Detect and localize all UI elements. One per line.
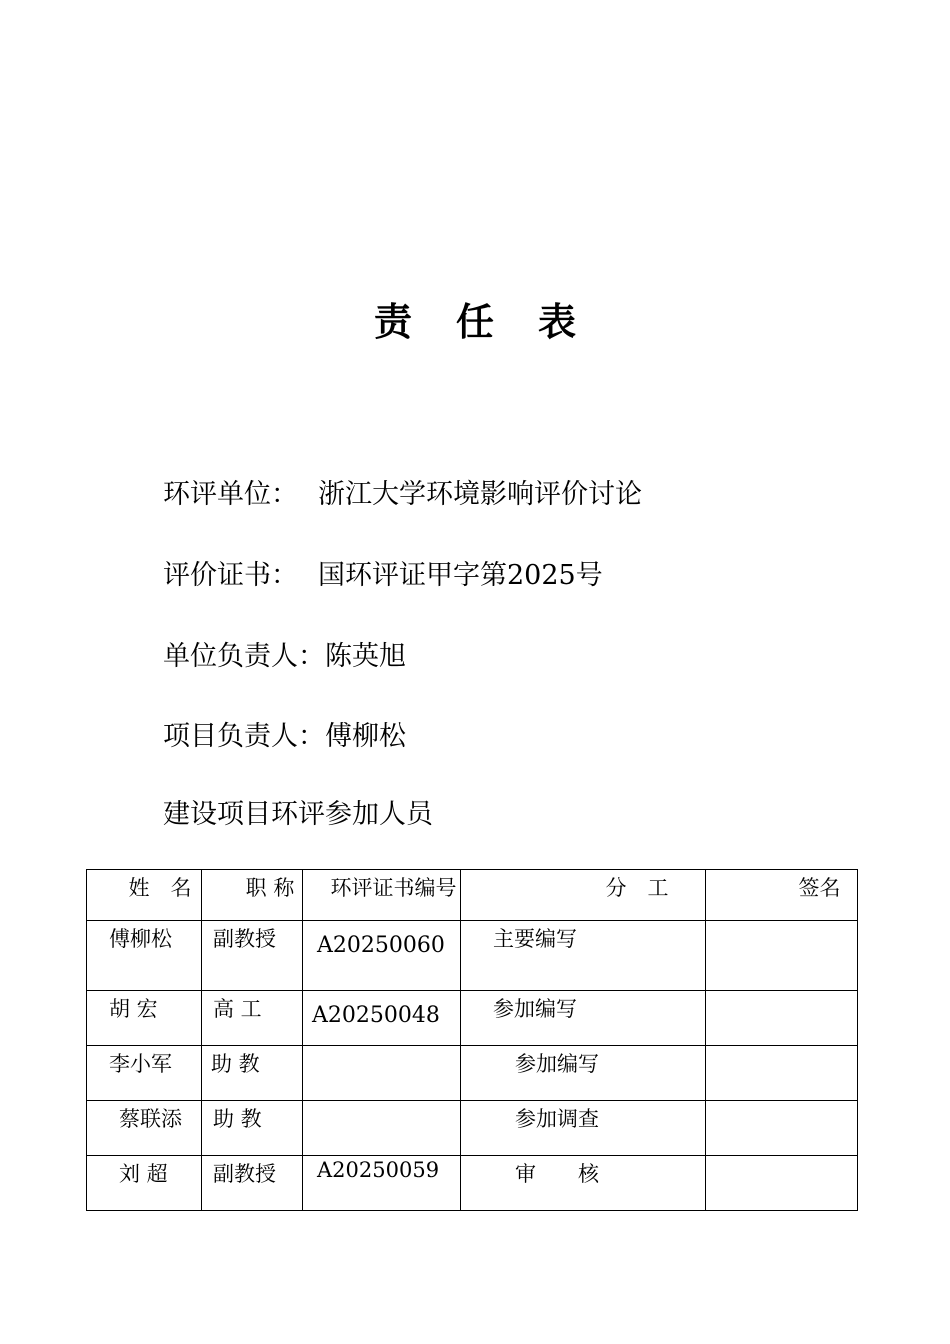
staff-name: 傅柳松 [109, 927, 172, 951]
title-char: 责 [373, 299, 456, 344]
staff-role: 参加调查 [515, 1107, 599, 1131]
info-cert [163, 556, 603, 596]
staff-title: 助 教 [211, 1052, 260, 1076]
staff-name: 刘 超 [119, 1162, 168, 1186]
staff-role: 主要编写 [493, 927, 577, 951]
table-cell [87, 1101, 202, 1156]
header-title: 职 称 [245, 876, 295, 900]
table-cell [87, 1156, 202, 1211]
table-row [87, 1156, 858, 1211]
project-lead-value: 傅柳松 [325, 721, 406, 752]
header-cell [303, 870, 461, 921]
table-row [87, 991, 858, 1046]
staff-name: 蔡联添 [119, 1107, 182, 1131]
staff-cert: A20250059 [317, 1158, 440, 1182]
title-char: 表 [538, 299, 621, 344]
table-cell [461, 921, 706, 991]
table-cell [303, 1156, 461, 1211]
unit-label: 环评单位： [163, 479, 298, 510]
table-cell [461, 991, 706, 1046]
unit-head-value: 陈英旭 [325, 641, 406, 672]
header-cert: 环评证书编号 [330, 876, 457, 900]
info-unit [163, 475, 642, 515]
table-cell [202, 1156, 303, 1211]
staff-cert: A20250048 [312, 1003, 440, 1028]
staff-title: 副教授 [213, 927, 276, 951]
info-unit-head [163, 637, 406, 677]
table-cell [461, 1046, 706, 1101]
staff-role: 参加编写 [515, 1052, 599, 1076]
header-sign: 签名 [798, 876, 841, 900]
table-row [87, 1046, 858, 1101]
staff-name: 胡 宏 [109, 997, 158, 1021]
staff-title: 高 工 [213, 997, 262, 1021]
table-cell [303, 991, 461, 1046]
table-row [87, 921, 858, 991]
header-role: 分 工 [605, 876, 669, 900]
staff-table [86, 869, 858, 1211]
table-cell [303, 921, 461, 991]
staff-role: 审 核 [515, 1162, 599, 1186]
table-cell [87, 921, 202, 991]
staff-name: 李小军 [109, 1052, 172, 1076]
table-cell [202, 1046, 303, 1101]
staff-heading: 建设项目环评参加人员 [163, 799, 433, 830]
project-lead-label: 项目负责人： [163, 721, 325, 752]
unit-value: 浙江大学环境影响评价讨论 [318, 479, 642, 510]
document-title [0, 296, 950, 348]
table-cell [303, 1101, 461, 1156]
table-cell [461, 1101, 706, 1156]
header-name: 姓 名 [128, 876, 192, 900]
staff-title: 助 教 [213, 1107, 262, 1131]
info-project-lead [163, 717, 406, 757]
table-cell [87, 991, 202, 1046]
header-cell [461, 870, 706, 921]
staff-role: 参加编写 [493, 997, 577, 1021]
table-cell [461, 1156, 706, 1211]
table-row [87, 1101, 858, 1156]
staff-cert: A20250060 [317, 933, 445, 958]
cert-label: 评价证书： [163, 560, 298, 591]
table-cell [87, 1046, 202, 1101]
table-cell [202, 1101, 303, 1156]
header-cell [87, 870, 202, 921]
table-cell [303, 1046, 461, 1101]
cert-value: 国环评证甲字第2025号 [318, 560, 603, 591]
title-char: 任 [455, 299, 538, 344]
table-header-row [87, 870, 858, 921]
staff-title: 副教授 [213, 1162, 276, 1186]
unit-head-label: 单位负责人： [163, 641, 325, 672]
table-cell [202, 991, 303, 1046]
table-cell [202, 921, 303, 991]
